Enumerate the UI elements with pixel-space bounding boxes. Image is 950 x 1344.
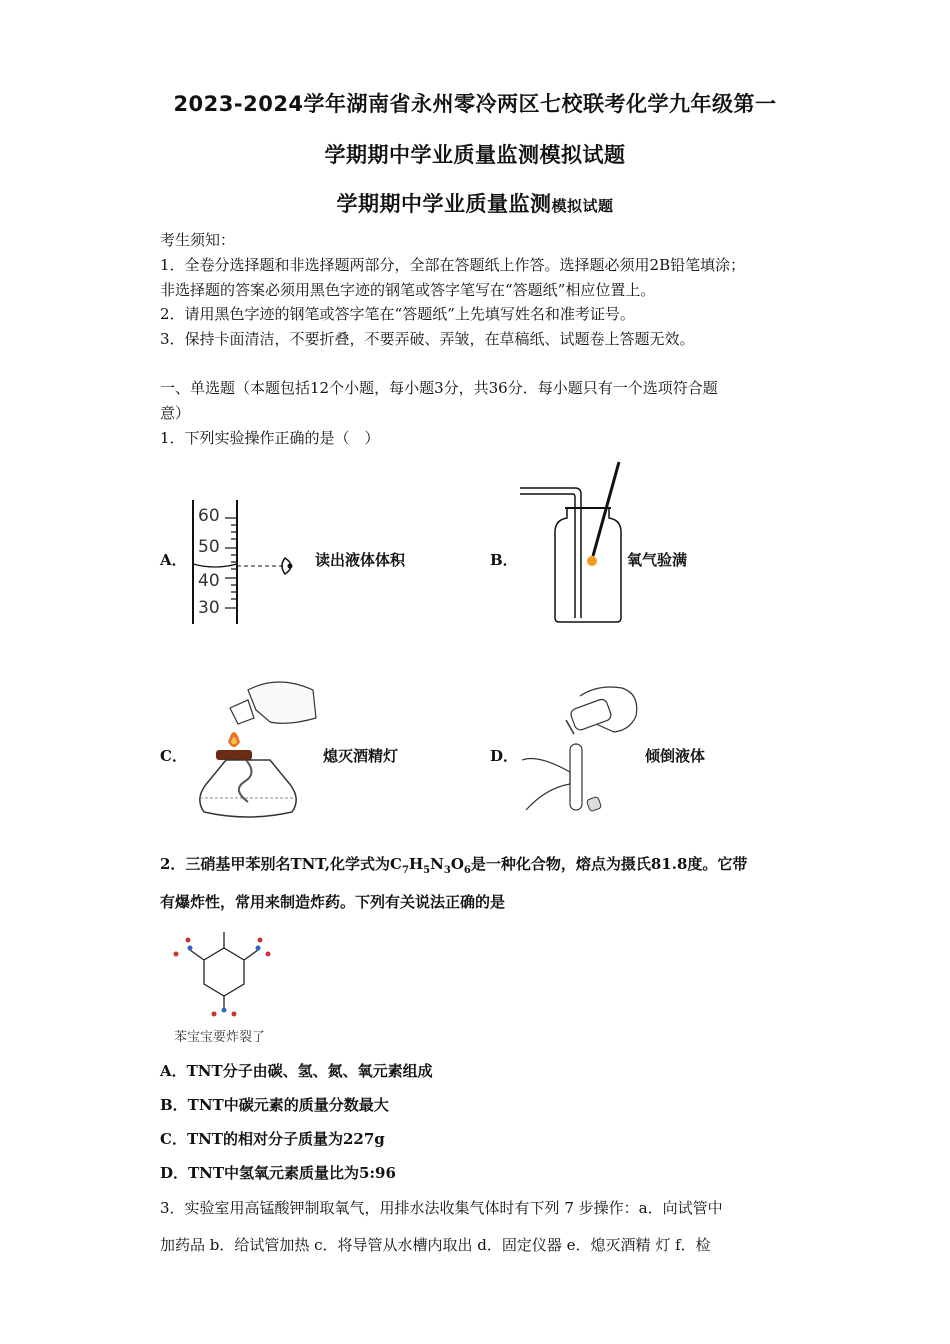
option-b-caption: 氧气验满 — [627, 551, 688, 569]
formula-sub: 7 — [402, 865, 409, 876]
formula-sub: 6 — [463, 865, 471, 876]
question-2-stem-cont: 有爆炸性，常用来制造炸药。下列有关说法正确的是 — [160, 893, 506, 911]
question-3-stem: 3．实验室用高锰酸钾制取氧气，用排水法收集气体时有下列 7 步操作：a．向试管中 — [160, 1199, 723, 1217]
question-1-stem: 1．下列实验操作正确的是（ ） — [160, 429, 380, 447]
doc-title-line2: 学期期中学业质量监测模拟试题 — [324, 143, 626, 167]
formula-el: H — [408, 855, 424, 873]
option-b-letter: B． — [490, 551, 518, 569]
alcohol-lamp-figure — [188, 670, 323, 822]
question-3-stem-cont: 加药品 b．给试管加热 c．将导管从水槽内取出 d．固定仪器 e．熄灭酒精 灯 f．检 — [160, 1236, 711, 1254]
tick-label-60: 60 — [198, 506, 220, 526]
q2-option-a: A．TNT分子由碳、氢、氮、氧元素组成 — [160, 1062, 433, 1080]
doc-title-line3-main: 学期期中学业质量监测 — [336, 192, 552, 216]
option-c-caption: 熄灭酒精灯 — [323, 747, 399, 765]
tick-label-30: 30 — [198, 598, 220, 618]
q2-option-d: D．TNT中氢氧元素质量比为5:96 — [160, 1164, 396, 1182]
notice-item: 非选择题的答案必须用黑色字迹的钢笔或答字笔写在“答题纸”相应位置上。 — [160, 281, 656, 299]
formula-sub: 3 — [443, 865, 451, 876]
notice-heading: 考生须知： — [160, 231, 236, 249]
tnt-structure-figure — [168, 928, 283, 1023]
pouring-liquid-figure — [518, 680, 643, 822]
formula-el: O — [450, 855, 464, 873]
doc-title-line3 — [0, 188, 950, 218]
formula-sub: 5 — [423, 865, 431, 876]
q2-option-b: B．TNT中碳元素的质量分数最大 — [160, 1096, 389, 1114]
notice-item: 3．保持卡面清洁，不要折叠，不要弄破、弄皱，在草稿纸、试题卷上答题无效。 — [160, 330, 695, 348]
question-2-stem — [160, 853, 747, 876]
doc-title-line3-small: 模拟试题 — [551, 197, 614, 215]
option-d-caption: 倾倒液体 — [645, 747, 706, 765]
gas-bottle-figure — [515, 458, 625, 628]
notice-item: 1．全卷分选择题和非选择题两部分，全部在答题纸上作答。选择题必须用2B铅笔填涂； — [160, 256, 746, 274]
tick-label-50: 50 — [198, 537, 220, 557]
q2-stem-pre: 2．三硝基甲苯别名TNT,化学式为C — [160, 855, 402, 873]
option-c-letter: C． — [160, 747, 187, 765]
option-d-letter: D． — [490, 747, 519, 765]
tick-label-40: 40 — [198, 571, 220, 591]
section-heading: 一、单选题（本题包括12个小题，每小题3分，共36分．每小题只有一个选项符合题 — [160, 379, 718, 397]
formula-el: N — [430, 855, 444, 873]
option-a-caption: 读出液体体积 — [315, 551, 406, 569]
q2-option-c: C．TNT的相对分子质量为227g — [160, 1130, 385, 1148]
q2-stem-post: 是一种化合物，熔点为摄氏81.8度。它带 — [470, 855, 748, 873]
notice-item: 2．请用黑色字迹的钢笔或答字笔在“答题纸”上先填写姓名和准考证号。 — [160, 305, 635, 323]
option-a-letter: A． — [160, 551, 187, 569]
section-heading-cont: 意） — [160, 404, 191, 422]
tnt-image-caption: 苯宝宝要炸裂了 — [174, 1030, 266, 1045]
doc-title-line1: 2023-2024学年湖南省永州零冷两区七校联考化学九年级第一 — [173, 92, 777, 116]
